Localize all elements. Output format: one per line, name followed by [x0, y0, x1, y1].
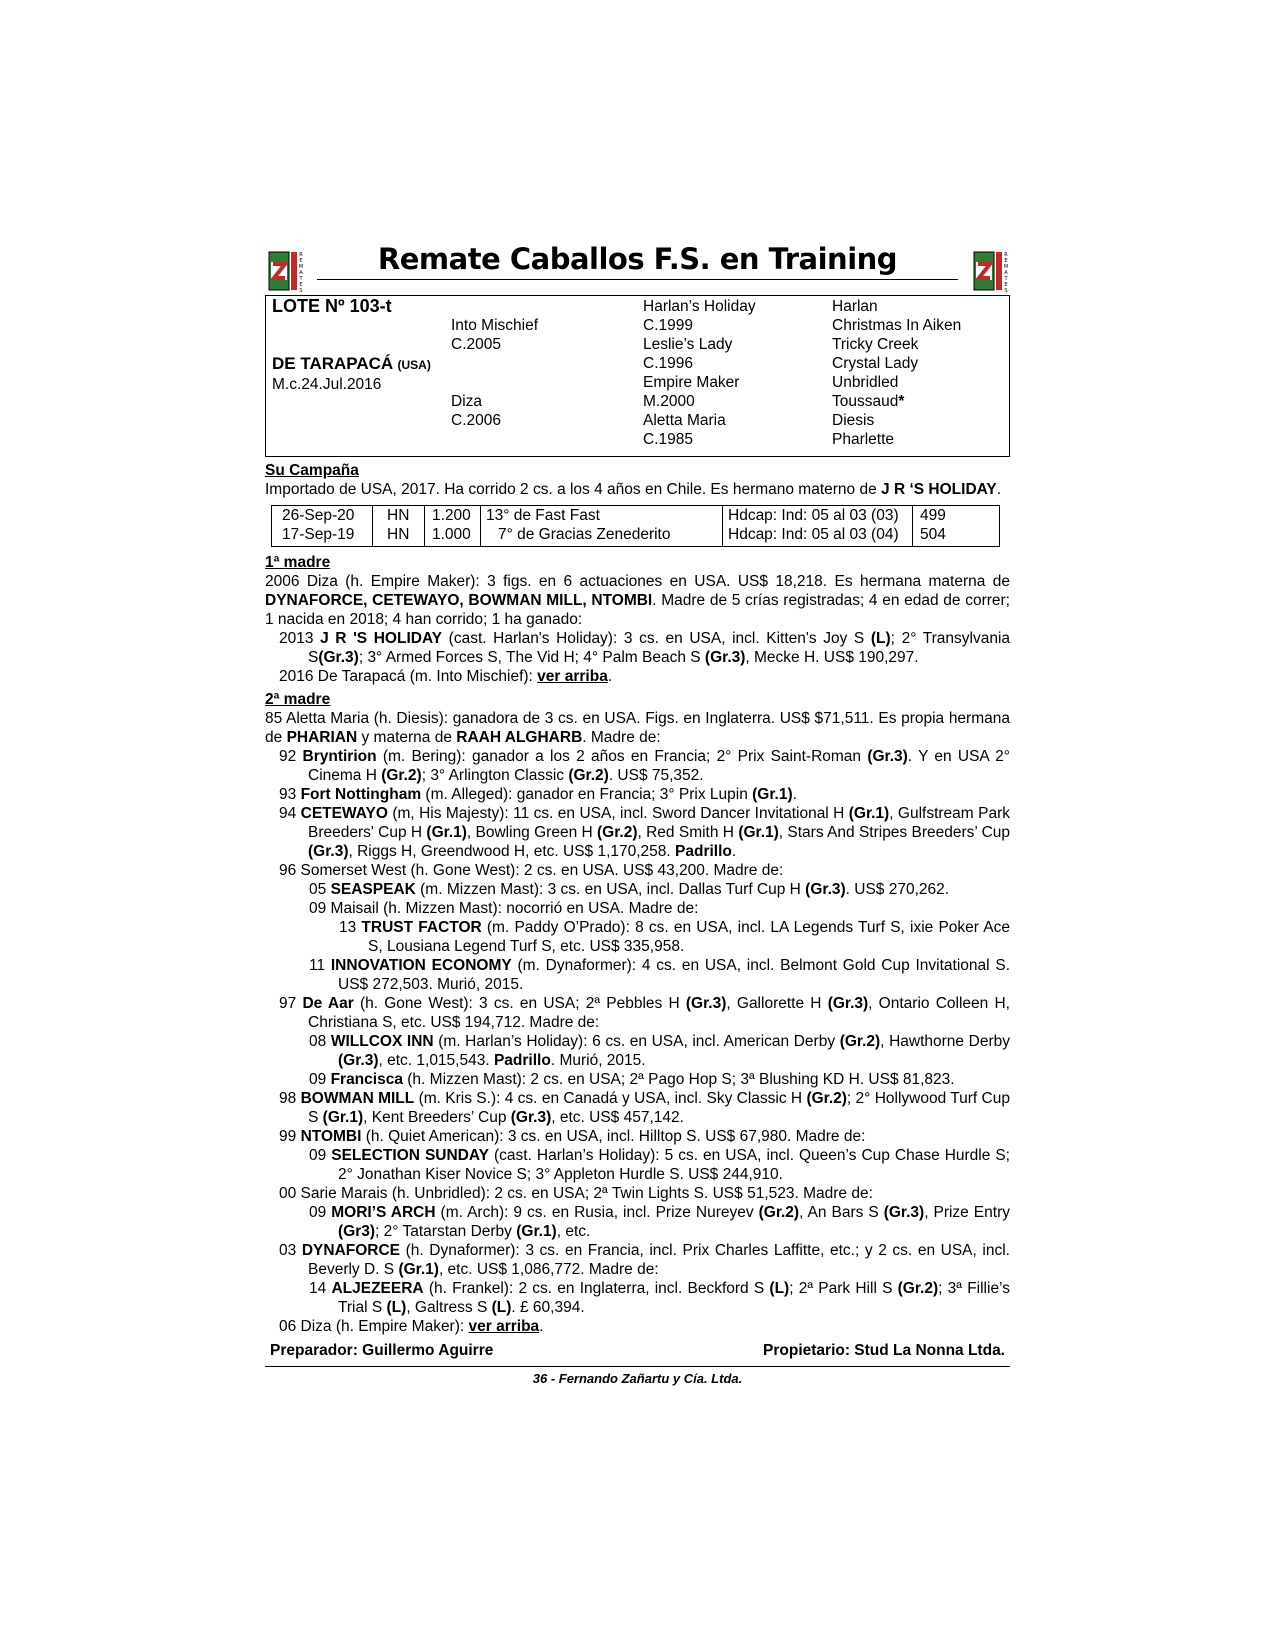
- horse: PHARIAN: [286, 729, 358, 746]
- see-above: ver arriba: [537, 668, 608, 685]
- t: 03: [279, 1242, 302, 1259]
- sire: Into Mischief: [451, 317, 539, 334]
- horse: DYNAFORCE: [301, 1242, 401, 1259]
- text: , Mecke H. US$ 190,297.: [745, 649, 919, 666]
- race-distance: 1.200: [432, 507, 471, 524]
- lot-number: LOTE Nº 103-t: [272, 296, 392, 316]
- page: [265, 240, 1010, 1386]
- t: 93: [279, 786, 301, 803]
- race-track: HN: [387, 526, 410, 543]
- svg-text:A: A: [1004, 270, 1008, 276]
- t: ; 3ª Fillie’s Trial S: [338, 1280, 1010, 1316]
- t: ; 2° Hollywood Turf Cup S: [308, 1090, 1010, 1126]
- t: , Galtress S: [406, 1299, 492, 1316]
- t: . £ 60,394.: [511, 1299, 585, 1316]
- gen3-item: Aletta Maria: [643, 412, 726, 429]
- t: (m. Dynaformer): 4 cs. en USA, incl. Belmont Gold Cup Invitational S. US$ 272,503. Murió, 2015.: [338, 957, 1011, 993]
- t: , etc.: [556, 1223, 591, 1240]
- race-record-table: [271, 505, 1000, 547]
- t: 05: [309, 881, 331, 898]
- first-dam-paragraph: [265, 572, 1010, 629]
- pedigree-col-gen4: [832, 297, 961, 449]
- t: 92: [279, 748, 303, 765]
- horse: WILLCOX INN: [330, 1033, 434, 1050]
- t: 14: [309, 1280, 332, 1297]
- horse: Bryntirion: [302, 748, 377, 765]
- page-number: 36 - Fernando Zañartu y Cía. Ltda.: [532, 1371, 743, 1386]
- horse: J R 'S HOLIDAY: [320, 630, 443, 647]
- t: , Ontario Colleen H, Christiana S, etc. US$ 194,712. Madre de:: [308, 995, 1010, 1031]
- campaign-horse: J R ‘S HOLIDAY: [881, 481, 997, 498]
- grade: (Gr.3): [318, 649, 359, 666]
- t: . Y en USA 2° Cinema H: [308, 748, 1010, 784]
- horse: SELECTION SUNDAY: [331, 1147, 489, 1164]
- produce-entry: [309, 1146, 1010, 1184]
- t: , etc. US$ 457,142.: [551, 1109, 684, 1126]
- race-condition: Hdcap: Ind: 05 al 03 (04): [728, 526, 899, 543]
- text: 85 Aletta Maria (h. Diesis): ganadora de 3 cs. en USA. Figs. en Inglaterra. US$ $71,511. Es propia hermana de: [265, 710, 1010, 746]
- t: ; 2° Tatarstan Derby: [375, 1223, 517, 1240]
- grade: (Gr.1): [398, 1261, 439, 1278]
- footer: [265, 1342, 1010, 1367]
- gen4-item: Crystal Lady: [832, 355, 919, 372]
- grade: (Gr.3): [308, 843, 349, 860]
- grade: (Gr.2): [568, 767, 609, 784]
- horse-birth: M.c.24.Jul.2016: [272, 376, 382, 393]
- race-condition: Hdcap: Ind: 05 al 03 (03): [728, 507, 899, 524]
- svg-text:E: E: [1004, 258, 1008, 264]
- t: 09: [309, 1204, 332, 1221]
- svg-text:S: S: [1004, 288, 1008, 292]
- svg-text:E: E: [299, 258, 303, 264]
- gen3-item: C.1985: [643, 431, 693, 448]
- race-date: 26-Sep-20: [282, 507, 355, 524]
- grade: (L): [491, 1299, 512, 1316]
- t: (m. Alleged): ganador en Francia; 3° Prix Lupin: [421, 786, 753, 803]
- produce-entry: [279, 1089, 1010, 1127]
- grade: (Gr.2): [806, 1090, 847, 1107]
- t: 99: [279, 1128, 301, 1145]
- produce-entry: [279, 785, 1010, 804]
- grade: (Gr.1): [752, 786, 793, 803]
- grade: (Gr.3): [867, 748, 908, 765]
- t: 11: [309, 957, 331, 974]
- dam: Diza: [451, 393, 483, 410]
- t: 97: [279, 995, 303, 1012]
- text: y materna de: [357, 729, 457, 746]
- produce-entry: [279, 1317, 1010, 1336]
- owner: Propietario: Stud La Nonna Ltda.: [763, 1342, 1005, 1359]
- text: ; 3° Armed Forces S, The Vid H; 4° Palm Beach S: [358, 649, 705, 666]
- horse: MORI’S ARCH: [331, 1204, 436, 1221]
- produce-entry: [279, 994, 1010, 1032]
- race-result: 13° de Fast Fast: [486, 507, 600, 524]
- t: 98: [279, 1090, 301, 1107]
- race-track: HN: [387, 507, 410, 524]
- horse: NTOMBI: [300, 1128, 362, 1145]
- horse: RAAH ALGHARB: [456, 729, 583, 746]
- horse: De Aar: [302, 995, 354, 1012]
- grade: (Gr.2): [839, 1033, 881, 1050]
- produce-entry: [309, 1279, 1010, 1317]
- t: . Murió, 2015.: [550, 1052, 646, 1069]
- stallion: Padrillo: [675, 843, 732, 860]
- race-number: 499: [920, 507, 946, 524]
- gen4-item: Tricky Creek: [832, 336, 919, 353]
- t: , Red Smith H: [637, 824, 739, 841]
- t: ; 2ª Park Hill S: [789, 1280, 898, 1297]
- race-distance: 1.000: [432, 526, 471, 543]
- race-number: 504: [920, 526, 946, 543]
- produce-entry: [279, 804, 1010, 861]
- t: , Prize Entry: [924, 1204, 1010, 1221]
- race-row: [272, 525, 999, 544]
- grade: (L): [386, 1299, 407, 1316]
- remates-logo: [265, 246, 305, 292]
- horse: ALJEZEERA: [331, 1280, 424, 1297]
- text: . Madre de 5 crías registradas; 4 en edad de correr; 1 nacida en 2018; 4 han corrido; 1 ha ganado:: [265, 592, 1010, 628]
- produce-entry: [339, 918, 1010, 956]
- race-row: [272, 506, 999, 525]
- t: (h. Gone West): 3 cs. en USA; 2ª Pebbles H: [353, 995, 686, 1012]
- t: , Kent Breeders’ Cup: [363, 1109, 511, 1126]
- svg-text:E: E: [1004, 282, 1008, 288]
- produce-entry: [309, 1203, 1010, 1241]
- t: , An Bars S: [799, 1204, 884, 1221]
- t: 06 Diza (h. Empire Maker):: [279, 1318, 469, 1335]
- pedigree-box: [265, 295, 1010, 457]
- t: (h. Dynaformer): 3 cs. en Francia, incl. Prix Charles Laffitte, etc.; y 2 cs. en USA, incl. Beverly D. S: [308, 1242, 1010, 1278]
- horse: Fort Nottingham: [300, 786, 422, 803]
- grade: (Gr.2): [897, 1280, 939, 1297]
- svg-text:T: T: [1004, 276, 1008, 282]
- grade: (Gr.2): [597, 824, 638, 841]
- horse: SEASPEAK: [330, 881, 416, 898]
- sire-year: C.2005: [451, 336, 501, 353]
- t: , Gulfstream Park Breeders' Cup H: [308, 805, 1010, 841]
- t: (m. Kris S.): 4 cs. en Canadá y USA, incl. Sky Classic H: [414, 1090, 807, 1107]
- horse: Francisca: [330, 1071, 403, 1088]
- pedigree-col-horse: [272, 297, 431, 394]
- text: 2006 Diza (h. Empire Maker): 3 figs. en 6 actuaciones en USA. US$ 18,218. Es hermana materna de: [265, 573, 1010, 590]
- gen4-item: Harlan: [832, 298, 878, 315]
- t: , Hawthorne Derby: [880, 1033, 1010, 1050]
- produce-entry: 09 Maisail (h. Mizzen Mast): nocorrió en USA. Madre de:: [309, 900, 699, 917]
- grade: (Gr.1): [738, 824, 779, 841]
- produce-entry: [279, 1241, 1010, 1279]
- stallion: Padrillo: [493, 1052, 551, 1069]
- grade: (Gr3): [338, 1223, 376, 1240]
- gen3-item: C.1999: [643, 317, 693, 334]
- t: (m, His Majesty): 11 cs. en USA, incl. Sword Dancer Invitational H: [387, 805, 849, 822]
- t: (h. Quiet American): 3 cs. en USA, incl. Hilltop S. US$ 67,980. Madre de:: [361, 1128, 866, 1145]
- svg-text:M: M: [1003, 264, 1009, 270]
- t: , etc. US$ 1,086,772. Madre de:: [438, 1261, 659, 1278]
- second-dam-heading: 2ª madre: [265, 691, 331, 708]
- dam-year: C.2006: [451, 412, 501, 429]
- produce-entry: [309, 956, 1010, 994]
- produce-entry: [279, 747, 1010, 785]
- siblings: DYNAFORCE, CETEWAYO, BOWMAN MILL, NTOMBI: [265, 592, 653, 609]
- text: . Madre de:: [582, 729, 661, 746]
- race-date: 17-Sep-19: [282, 526, 355, 543]
- produce-entry: [309, 1070, 1010, 1089]
- t: (m. Arch): 9 cs. en Rusia, incl. Prize Nureyev: [435, 1204, 759, 1221]
- header: [265, 240, 1010, 292]
- t: .: [792, 786, 797, 803]
- svg-text:M: M: [298, 264, 304, 270]
- gen4-item: Pharlette: [832, 431, 895, 448]
- race-result: 7° de Gracias Zenederito: [498, 526, 671, 543]
- grade: (L): [870, 630, 891, 647]
- svg-text:E: E: [299, 282, 303, 288]
- horse-origin: (USA): [397, 358, 431, 372]
- grade: (Gr.1): [848, 805, 890, 822]
- t: (h. Mizzen Mast): 2 cs. en USA; 2ª Pago Hop S; 3ª Blushing KD H. US$ 81,823.: [402, 1071, 955, 1088]
- svg-text:A: A: [299, 270, 303, 276]
- t: (h. Frankel): 2 cs. en Inglaterra, incl. Beckford S: [423, 1280, 770, 1297]
- svg-text:R: R: [1004, 252, 1008, 258]
- campaign-end: .: [996, 481, 1002, 498]
- svg-text:R: R: [299, 252, 303, 258]
- grade: (Gr.3): [685, 995, 727, 1012]
- produce-entry: [279, 1127, 1010, 1146]
- text: (cast. Harlan's Holiday): 3 cs. en USA, incl. Kitten's Joy S: [442, 630, 871, 647]
- t: (m. Mizzen Mast): 3 cs. en USA, incl. Dallas Turf Cup H: [415, 881, 806, 898]
- svg-text:S: S: [299, 288, 303, 292]
- t: , etc. 1,015,543.: [378, 1052, 494, 1069]
- pedigree-col-gen3: [643, 297, 756, 449]
- grade: (L): [769, 1280, 790, 1297]
- trainer: Preparador: Guillermo Aguirre: [270, 1342, 494, 1359]
- grade: (Gr.3): [827, 995, 869, 1012]
- t: , Bowling Green H: [466, 824, 598, 841]
- produce-entry: [309, 1032, 1010, 1070]
- text: 2013: [279, 630, 321, 647]
- gen4-item: Unbridled: [832, 374, 899, 391]
- grade: (Gr.3): [883, 1204, 925, 1221]
- t: (m. Bering): ganador a los 2 años en Francia; 2° Prix Saint-Roman: [376, 748, 868, 765]
- page-title: Remate Caballos F.S. en Training: [317, 242, 958, 280]
- first-dam-heading: 1ª madre: [265, 554, 331, 571]
- grade: (Gr.1): [426, 824, 467, 841]
- text: 2016 De Tarapacá (m. Into Mischief):: [279, 668, 538, 685]
- grade: (Gr.3): [704, 649, 746, 666]
- grade: (Gr.3): [805, 881, 846, 898]
- grade: (Gr.2): [758, 1204, 800, 1221]
- t: (m. Paddy O’Prado): 8 cs. en USA, incl. LA Legends Turf S, ixie Poker Ace S, Lousiana Legend Turf S, etc. US$ 335,958.: [368, 919, 1010, 955]
- horse: TRUST FACTOR: [361, 919, 482, 936]
- horse: INNOVATION ECONOMY: [330, 957, 512, 974]
- campaign-body: Importado de USA, 2017. Ha corrido 2 cs. a los 4 años en Chile. Es hermano materno de: [265, 481, 877, 498]
- gen3-item: Harlan’s Holiday: [643, 298, 756, 315]
- t: (cast. Harlan’s Holiday): 5 cs. en USA, incl. Queen’s Cup Chase Hurdle S; 2° Jonathan Kiser Novice S; 3° Appleton Hurdle S. US$ 244,910.: [338, 1147, 1010, 1183]
- grade: (Gr.2): [381, 767, 422, 784]
- pedigree-col-parents: [451, 297, 538, 430]
- text: .: [607, 668, 613, 685]
- grade: (Gr.1): [516, 1223, 557, 1240]
- campaign-heading: Su Campaña: [265, 462, 359, 479]
- t: .: [539, 1318, 544, 1335]
- grade: (Gr.3): [338, 1052, 379, 1069]
- t: 09: [309, 1071, 331, 1088]
- second-dam-paragraph: [265, 709, 1010, 747]
- gen3-item: Leslie’s Lady: [643, 336, 733, 353]
- t: 13: [339, 919, 362, 936]
- horse-name: DE TARAPACÁ: [272, 354, 394, 373]
- see-above: ver arriba: [468, 1318, 540, 1335]
- t: , Stars And Stripes Breeders’ Cup: [778, 824, 1010, 841]
- content: [265, 461, 1010, 1336]
- grade: (Gr.3): [510, 1109, 552, 1126]
- gen4-item: Diesis: [832, 412, 875, 429]
- t: (m. Harlan’s Holiday): 6 cs. en USA, incl. American Derby: [433, 1033, 840, 1050]
- horse: BOWMAN MILL: [300, 1090, 415, 1107]
- t: 94: [279, 805, 301, 822]
- produce-entry: [279, 629, 1010, 667]
- t: . US$ 270,262.: [845, 881, 950, 898]
- grade: (Gr.1): [322, 1109, 364, 1126]
- produce-entry: 96 Somerset West (h. Gone West): 2 cs. en USA. US$ 43,200. Madre de:: [279, 862, 784, 879]
- gen3-item: M.2000: [643, 393, 695, 410]
- svg-text:T: T: [299, 276, 303, 282]
- campaign-text: [265, 480, 1010, 499]
- t: . US$ 75,352.: [608, 767, 704, 784]
- gen3-item: Empire Maker: [643, 374, 740, 391]
- star-mark: *: [898, 393, 905, 410]
- horse: CETEWAYO: [300, 805, 388, 822]
- produce-entry: 00 Sarie Marais (h. Unbridled): 2 cs. en USA; 2ª Twin Lights S. US$ 51,523. Madre de:: [279, 1185, 873, 1202]
- t: ; 3° Arlington Classic: [421, 767, 569, 784]
- gen4-item: Christmas In Aiken: [832, 317, 962, 334]
- text: ; 2° Transylvania S: [308, 630, 1011, 666]
- t: , Gallorette H: [726, 995, 828, 1012]
- gen4-item: Toussaud: [832, 393, 899, 410]
- t: 09: [309, 1147, 332, 1164]
- t: .: [731, 843, 737, 860]
- gen3-item: C.1996: [643, 355, 693, 372]
- produce-entry: [309, 880, 1010, 899]
- remates-logo-right: [970, 246, 1010, 292]
- t: , Riggs H, Greendwood H, etc. US$ 1,170,258.: [348, 843, 676, 860]
- t: 08: [309, 1033, 331, 1050]
- produce-entry: [279, 667, 1010, 686]
